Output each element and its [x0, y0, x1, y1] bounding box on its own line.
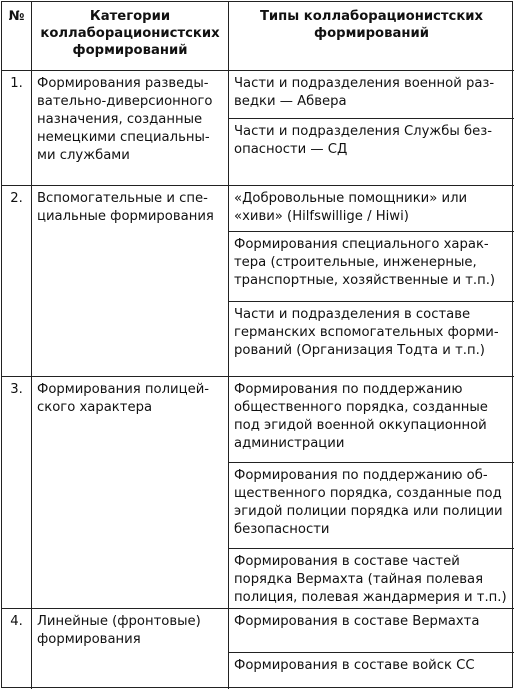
type-item: Формирования по поддержанию об-щественного порядка, созданные под эгидой полиции порядка или полиции безопасности: [229, 463, 514, 549]
row-number: 2.: [2, 186, 32, 377]
type-item: Формирования в составе войск СС: [234, 658, 475, 673]
type-item: Части и подразделения военной раз-ведки — Абвера: [229, 71, 514, 119]
row-types: [229, 71, 514, 186]
type-item: Формирования в составе частей порядка Вермахта (тайная полевая полиция, полевая жандармерия и т.п.): [234, 554, 507, 605]
header-types: Типы коллаборационистских формирований: [229, 2, 514, 71]
row-number: 1.: [2, 71, 32, 186]
type-item: Части и подразделения в составе германских вспомогательных форми-рований (Организация Тодта и т.п.): [234, 307, 499, 358]
header-num: №: [2, 2, 32, 71]
row-category: Формирования разведы-вательно-диверсионного назначения, созданные немецкими специальны-ми службами: [32, 71, 229, 186]
row-types: [229, 186, 514, 377]
row-category: Вспомогательные и спе-циальные формирования: [32, 186, 229, 377]
type-item: «Добровольные помощники» или «хиви» (Hilfswillige / Hiwi): [229, 186, 514, 232]
collaborationist-formations-table: [1, 1, 513, 688]
row-category: Формирования полицей-ского характера: [32, 377, 229, 609]
row-category: Линейные (фронтовые) формирования: [32, 609, 229, 689]
type-item: Формирования специального харак-тера (строительные, инженерные, транспортные, хозяйственные и т.п.): [229, 232, 514, 302]
row-number: 4.: [2, 609, 32, 689]
row-types: [229, 377, 514, 609]
row-number: 3.: [2, 377, 32, 609]
type-item: Части и подразделения Службы без-опасности — СД: [234, 124, 493, 157]
header-categories: Категории коллаборационистских формирований: [32, 2, 229, 71]
type-item: Формирования в составе Вермахта: [229, 609, 514, 653]
row-types: [229, 609, 514, 689]
type-item: Формирования по поддержанию общественного порядка, созданные под эгидой военной оккупационной администрации: [229, 377, 514, 463]
